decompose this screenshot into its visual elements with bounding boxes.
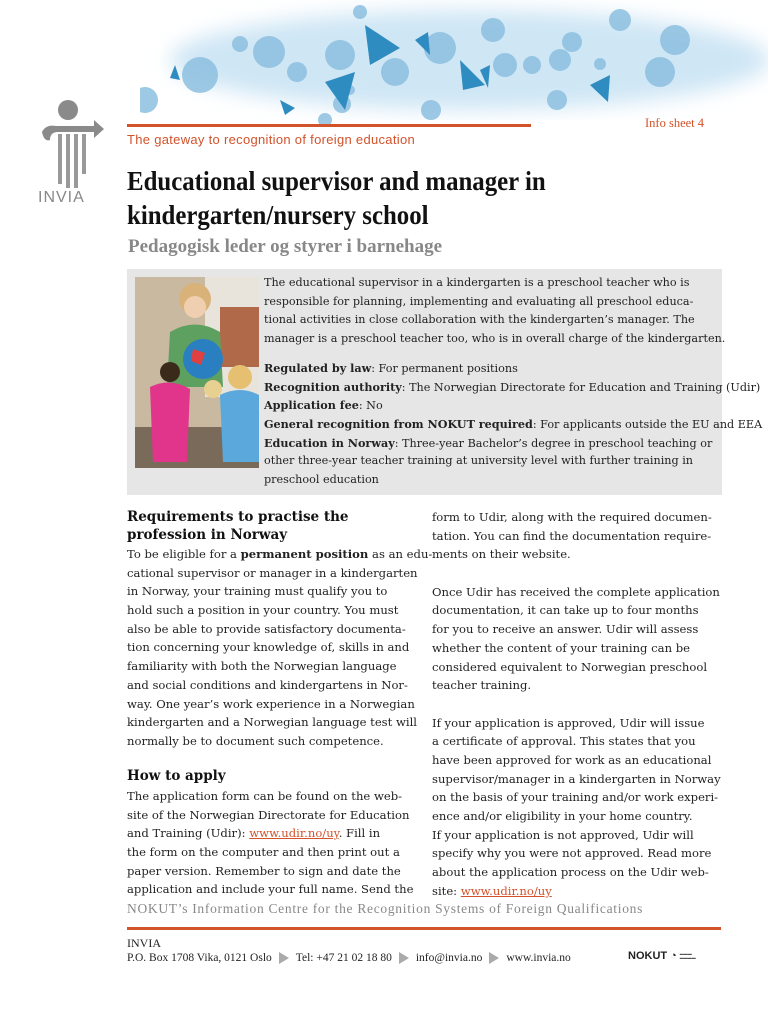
- text-line: [432, 863, 721, 882]
- text-run: responsible for planning, implementing and evaluating all preschool educa-: [264, 294, 694, 308]
- bold-label: Education in Norway: [264, 435, 395, 450]
- text-run: application and include your full name. Send the: [127, 882, 414, 897]
- text-line: [127, 824, 413, 843]
- text-line: [432, 545, 721, 564]
- text-run: documentation, it can take up to four months: [432, 603, 699, 618]
- text-run: manager is a preschool teacher too, who is in overall charge of the kindergarten.: [264, 332, 726, 346]
- text-run: ments on their website.: [432, 547, 571, 562]
- text-line: [432, 639, 721, 658]
- footer-website[interactable]: www.invia.no: [506, 952, 571, 964]
- text-line: [432, 882, 721, 901]
- text-run: considered equivalent to Norwegian preschool: [432, 659, 708, 674]
- arrow-bullet-icon: [279, 952, 289, 964]
- text-line: [432, 658, 721, 677]
- text-line: [432, 807, 721, 826]
- text-line: [432, 583, 721, 602]
- text-line: [432, 770, 721, 789]
- text-run: preschool education: [264, 473, 379, 487]
- text-run: cational supervisor or manager in a kindergarten: [127, 565, 418, 580]
- footer-rule: [127, 927, 721, 930]
- text-run: and social conditions and kindergartens in Nor-: [127, 677, 408, 692]
- text-run: the form on the computer and then print out a: [127, 845, 400, 860]
- text-run: a certificate of approval. This states that you: [432, 734, 696, 749]
- text-line: [127, 806, 413, 825]
- text-run: tional activities in close collaboration with the kindergarten’s manager. The: [264, 313, 695, 327]
- text-run: ence and/or eligibility in your home country.: [432, 809, 693, 823]
- text-run: : For permanent positions: [371, 362, 518, 375]
- text-run: If your application is approved, Udir will issue: [432, 715, 705, 730]
- text-run: in Norway, your training must qualify you to: [127, 584, 388, 599]
- text-line: [127, 843, 413, 862]
- text-run: as an edu-: [368, 547, 433, 561]
- arrow-bullet-icon: [489, 952, 499, 964]
- heading-line: profession in Norway: [127, 527, 288, 543]
- nokut-emblem-icon: ◔: [670, 950, 677, 962]
- title-line: Educational supervisor and manager in: [127, 166, 546, 196]
- udir-link[interactable]: www.udir.no/uy: [249, 826, 339, 841]
- bold-label: General recognition from NOKUT required: [264, 417, 533, 432]
- text-line: [432, 620, 721, 639]
- text-run: teacher training.: [432, 678, 532, 693]
- text-line: [264, 359, 762, 378]
- text-line: [127, 880, 413, 899]
- nokut-logo: [628, 950, 696, 962]
- requirements-heading: [127, 508, 348, 544]
- text-run: about the application process on the Udir web-: [432, 865, 709, 880]
- text-run: way. One year’s work experience in a Norwegian: [127, 696, 415, 711]
- text-line: [127, 620, 432, 639]
- text-line: [432, 732, 721, 751]
- page-title: [127, 164, 661, 232]
- title-line: kindergarten/nursery school: [127, 200, 429, 230]
- text-line: [264, 293, 725, 312]
- text-run: tion concerning your knowledge of, skills in and: [127, 640, 410, 655]
- text-run: normally be to document such competence.: [127, 733, 384, 748]
- text-run: : The Norwegian Directorate for Education and Training (Udir): [401, 380, 761, 394]
- facts-list: [264, 359, 762, 490]
- text-line: [264, 378, 762, 397]
- text-line: [432, 508, 721, 527]
- text-run: supervisor/manager in a kindergarten in Norway: [432, 771, 721, 786]
- text-run: tation. You can find the documentation require-: [432, 528, 712, 543]
- text-run: form to Udir, along with the required documen-: [432, 510, 712, 524]
- text-line: [264, 396, 762, 415]
- header-rule: [127, 124, 531, 127]
- logo-wordmark: INVIA: [38, 189, 85, 206]
- text-line: [127, 713, 432, 732]
- footer-org: INVIA: [127, 936, 161, 950]
- footer-phone: Tel: +47 21 02 18 80: [295, 952, 392, 964]
- right-column-text: [432, 508, 721, 900]
- text-line: [264, 471, 762, 490]
- text-run: The educational supervisor in a kindergarten is a preschool teacher who is: [264, 276, 690, 289]
- text-line: [264, 415, 762, 434]
- text-line: [264, 311, 725, 330]
- arrow-bullet-icon: [399, 952, 409, 964]
- how-to-apply-paragraph: [127, 787, 413, 899]
- text-run: : No: [358, 399, 383, 413]
- text-run: paper version. Remember to sign and date the: [127, 863, 401, 878]
- text-run: If your application is not approved, Udir will: [432, 827, 694, 842]
- intro-paragraph: [264, 274, 725, 349]
- text-line: [432, 751, 721, 770]
- text-run: kindergarten and a Norwegian language test will: [127, 715, 418, 730]
- text-line: [432, 844, 721, 863]
- text-line: [127, 676, 432, 695]
- text-line: [127, 601, 432, 620]
- text-line: [432, 695, 721, 714]
- text-line: [127, 564, 432, 583]
- footer-contact: [127, 952, 571, 964]
- text-run: specify why you were not approved. Read more: [432, 846, 712, 861]
- text-run: . Fill in: [338, 826, 381, 841]
- text-line: [127, 732, 432, 751]
- text-run: To be eligible for a: [127, 547, 241, 561]
- text-run: : Three-year Bachelor’s degree in preschool teaching or: [394, 436, 713, 450]
- text-run: also be able to provide satisfactory documenta-: [127, 621, 406, 636]
- bold-label: permanent position: [240, 547, 369, 561]
- text-run: and Training (Udir):: [127, 826, 250, 841]
- nokut-logo-text: NOKUT: [628, 950, 668, 962]
- text-run: site of the Norwegian Directorate for Education: [127, 807, 410, 822]
- text-run: whether the content of your training can be: [432, 640, 691, 655]
- how-to-apply-heading: How to apply: [127, 768, 226, 784]
- text-line: [432, 826, 721, 845]
- text-run: other three-year teacher training at university level with further training in: [264, 454, 694, 468]
- text-run: on the basis of your training and/or work experi-: [432, 790, 719, 805]
- decorative-bubble-banner: [140, 0, 768, 128]
- text-line: [432, 714, 721, 733]
- text-line: [264, 274, 725, 293]
- info-sheet-number: Info sheet 4: [645, 116, 705, 130]
- text-line: [432, 527, 721, 546]
- text-run: Once Udir has received the complete application: [432, 584, 720, 599]
- text-line: [127, 787, 413, 806]
- bold-label: Regulated by law: [264, 361, 372, 375]
- footer-email[interactable]: info@invia.no: [415, 952, 483, 964]
- text-run: The application form can be found on the web-: [127, 789, 403, 803]
- text-line: [127, 657, 432, 676]
- text-line: [432, 564, 721, 583]
- requirements-paragraph: [127, 545, 432, 751]
- text-line: [127, 545, 432, 564]
- bold-label: Recognition authority: [264, 379, 402, 394]
- text-run: : For applicants outside the EU and EEA: [532, 418, 763, 432]
- text-line: [432, 788, 721, 807]
- text-run: for you to receive an answer. Udir will assess: [432, 622, 699, 637]
- text-run: familiarity with both the Norwegian language: [127, 659, 397, 674]
- bold-label: Application fee: [264, 398, 359, 413]
- nokut-logo-fineprint: ▬▬▬ ▬▬▬▬: [679, 951, 696, 960]
- text-run: site:: [432, 883, 461, 898]
- text-line: [432, 601, 721, 620]
- text-line: [127, 862, 413, 881]
- centre-name: NOKUT’s Information Centre for the Recognition Systems of Foreign Qualifications: [127, 901, 644, 916]
- heading-line: Requirements to practise the: [127, 509, 349, 525]
- text-line: [264, 330, 725, 349]
- text-line: [264, 434, 762, 453]
- text-line: [127, 638, 432, 657]
- text-line: [264, 452, 762, 471]
- footer-address: P.O. Box 1708 Vika, 0121 Oslo: [127, 952, 272, 964]
- tagline: The gateway to recognition of foreign education: [127, 132, 416, 147]
- text-line: [127, 695, 432, 714]
- text-run: hold such a position in your country. You must: [127, 603, 399, 618]
- page-subtitle: Pedagogisk leder og styrer i barnehage: [128, 236, 443, 257]
- udir-link[interactable]: www.udir.no/uy: [460, 883, 552, 898]
- text-run: have been approved for work as an educational: [432, 752, 712, 767]
- teacher-with-children-photo: [135, 277, 259, 468]
- text-line: [432, 676, 721, 695]
- text-line: [127, 582, 432, 601]
